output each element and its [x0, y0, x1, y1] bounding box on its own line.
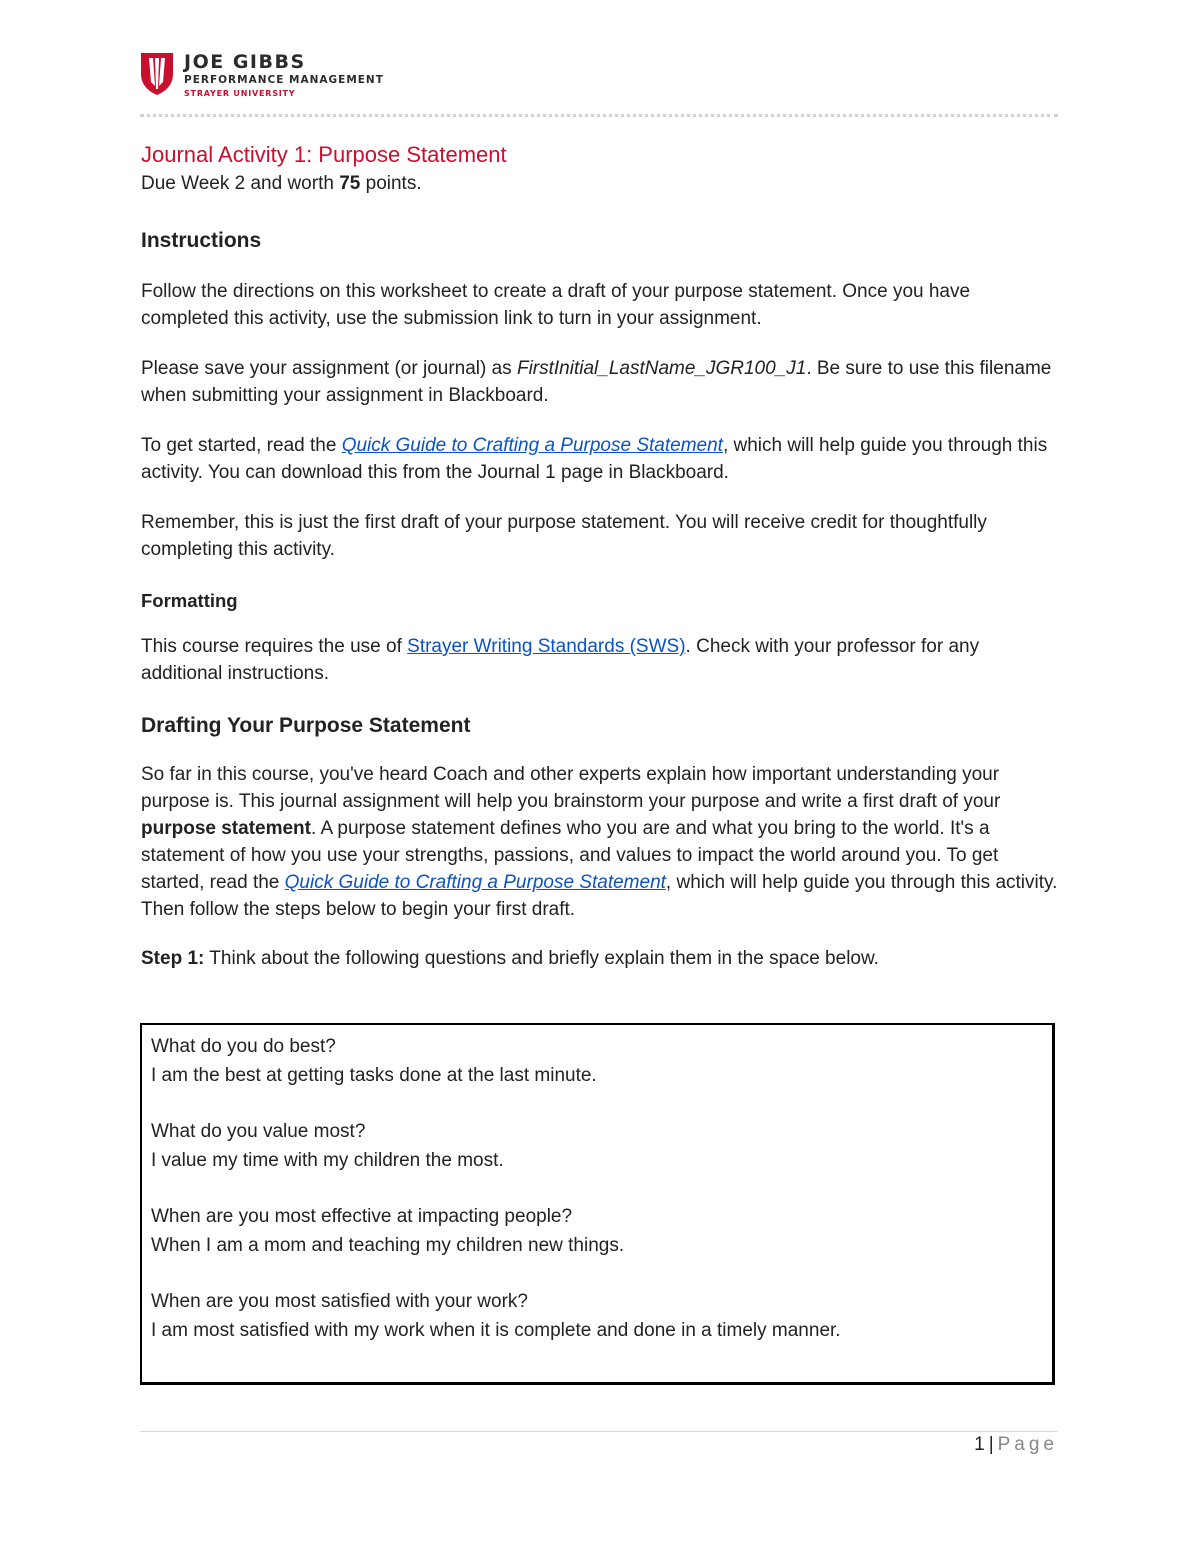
- p2-prefix: Please save your assignment (or journal) as: [141, 358, 517, 379]
- step-1-instruction: [141, 945, 1059, 972]
- drafting-heading: Drafting Your Purpose Statement: [141, 714, 471, 737]
- joe-gibbs-logo: [140, 52, 384, 98]
- logo-title: JOE GIBBS: [184, 51, 306, 73]
- drafting-part2: . A purpose statement defines who you are and what you bring to the world. It's a statement of how you use your strengths, passions, and values to impact the world around you. To get started, read the: [141, 818, 999, 893]
- formatting-prefix: This course requires the use of: [141, 636, 408, 657]
- formatting-heading: Formatting: [141, 590, 238, 611]
- header-divider: [140, 114, 1058, 117]
- page-number: 1: [974, 1434, 985, 1455]
- answer-box[interactable]: [140, 1023, 1055, 1385]
- step-1-text: Think about the following questions and briefly explain them in the space below.: [204, 948, 879, 969]
- footer-separator: |: [988, 1434, 994, 1455]
- formatting-paragraph: [141, 633, 1059, 687]
- footer-divider: [140, 1431, 1058, 1432]
- answer-4: I am most satisfied with my work when it is complete and done in a timely manner.: [151, 1319, 841, 1341]
- answer-1: I am the best at getting tasks done at the last minute.: [151, 1064, 597, 1086]
- logo-subtitle: PERFORMANCE MANAGEMENT: [184, 74, 384, 86]
- answer-2: I value my time with my children the most.: [151, 1149, 504, 1171]
- due-prefix: Due Week 2 and worth: [141, 173, 340, 194]
- shield-logo-icon: [140, 52, 174, 96]
- due-points: 75: [339, 173, 361, 194]
- instructions-paragraph-4: Remember, this is just the first draft of your purpose statement. You will receive credit for thoughtfully completing this activity.: [141, 512, 987, 560]
- filename-format: FirstInitial_LastName_JGR100_J1: [516, 358, 807, 379]
- p3-prefix: To get started, read the: [141, 435, 342, 456]
- drafting-paragraph: [141, 761, 1059, 923]
- step-1-label: Step 1:: [141, 948, 205, 969]
- question-4: When are you most satisfied with your work?: [151, 1291, 528, 1312]
- instructions-paragraph-3: [141, 432, 1059, 486]
- due-line: [141, 170, 1059, 198]
- purpose-statement-term: purpose statement: [141, 818, 311, 839]
- question-1: What do you do best?: [151, 1036, 336, 1057]
- p3-suffix: , which will help guide you through this activity. You can download this from the Journal 1 page in Blackboard.: [141, 435, 1048, 483]
- page-footer: [974, 1434, 1058, 1456]
- quick-guide-link[interactable]: Quick Guide to Crafting a Purpose Statement: [341, 435, 723, 456]
- page-label: Page: [997, 1434, 1058, 1455]
- instructions-paragraph-1: Follow the directions on this worksheet to create a draft of your purpose statement. Once you have completed this activity, use the submission link to turn in your assignment.: [141, 281, 971, 329]
- question-3: When are you most effective at impacting people?: [151, 1206, 573, 1227]
- document-title: Journal Activity 1: Purpose Statement: [141, 142, 507, 167]
- instructions-paragraph-2: [141, 355, 1059, 409]
- drafting-part3: , which will help guide you through this activity. Then follow the steps below to begin your first draft.: [141, 872, 1058, 920]
- sws-link[interactable]: Strayer Writing Standards (SWS): [407, 636, 686, 657]
- logo-university: STRAYER UNIVERSITY: [184, 88, 296, 98]
- main-content: [141, 140, 1059, 972]
- quick-guide-link-2[interactable]: Quick Guide to Crafting a Purpose Statement: [284, 872, 666, 893]
- question-2: What do you value most?: [151, 1121, 366, 1142]
- answer-3: When I am a mom and teaching my children new things.: [151, 1234, 625, 1256]
- p2-suffix: . Be sure to use this filename when submitting your assignment in Blackboard.: [141, 358, 1052, 406]
- formatting-suffix: . Check with your professor for any additional instructions.: [141, 636, 980, 684]
- drafting-part1: So far in this course, you've heard Coach and other experts explain how important understanding your purpose is. This journal assignment will help you brainstorm your purpose and write a first draft of your: [141, 764, 1001, 812]
- due-suffix: points.: [360, 173, 422, 194]
- instructions-heading: Instructions: [141, 229, 262, 252]
